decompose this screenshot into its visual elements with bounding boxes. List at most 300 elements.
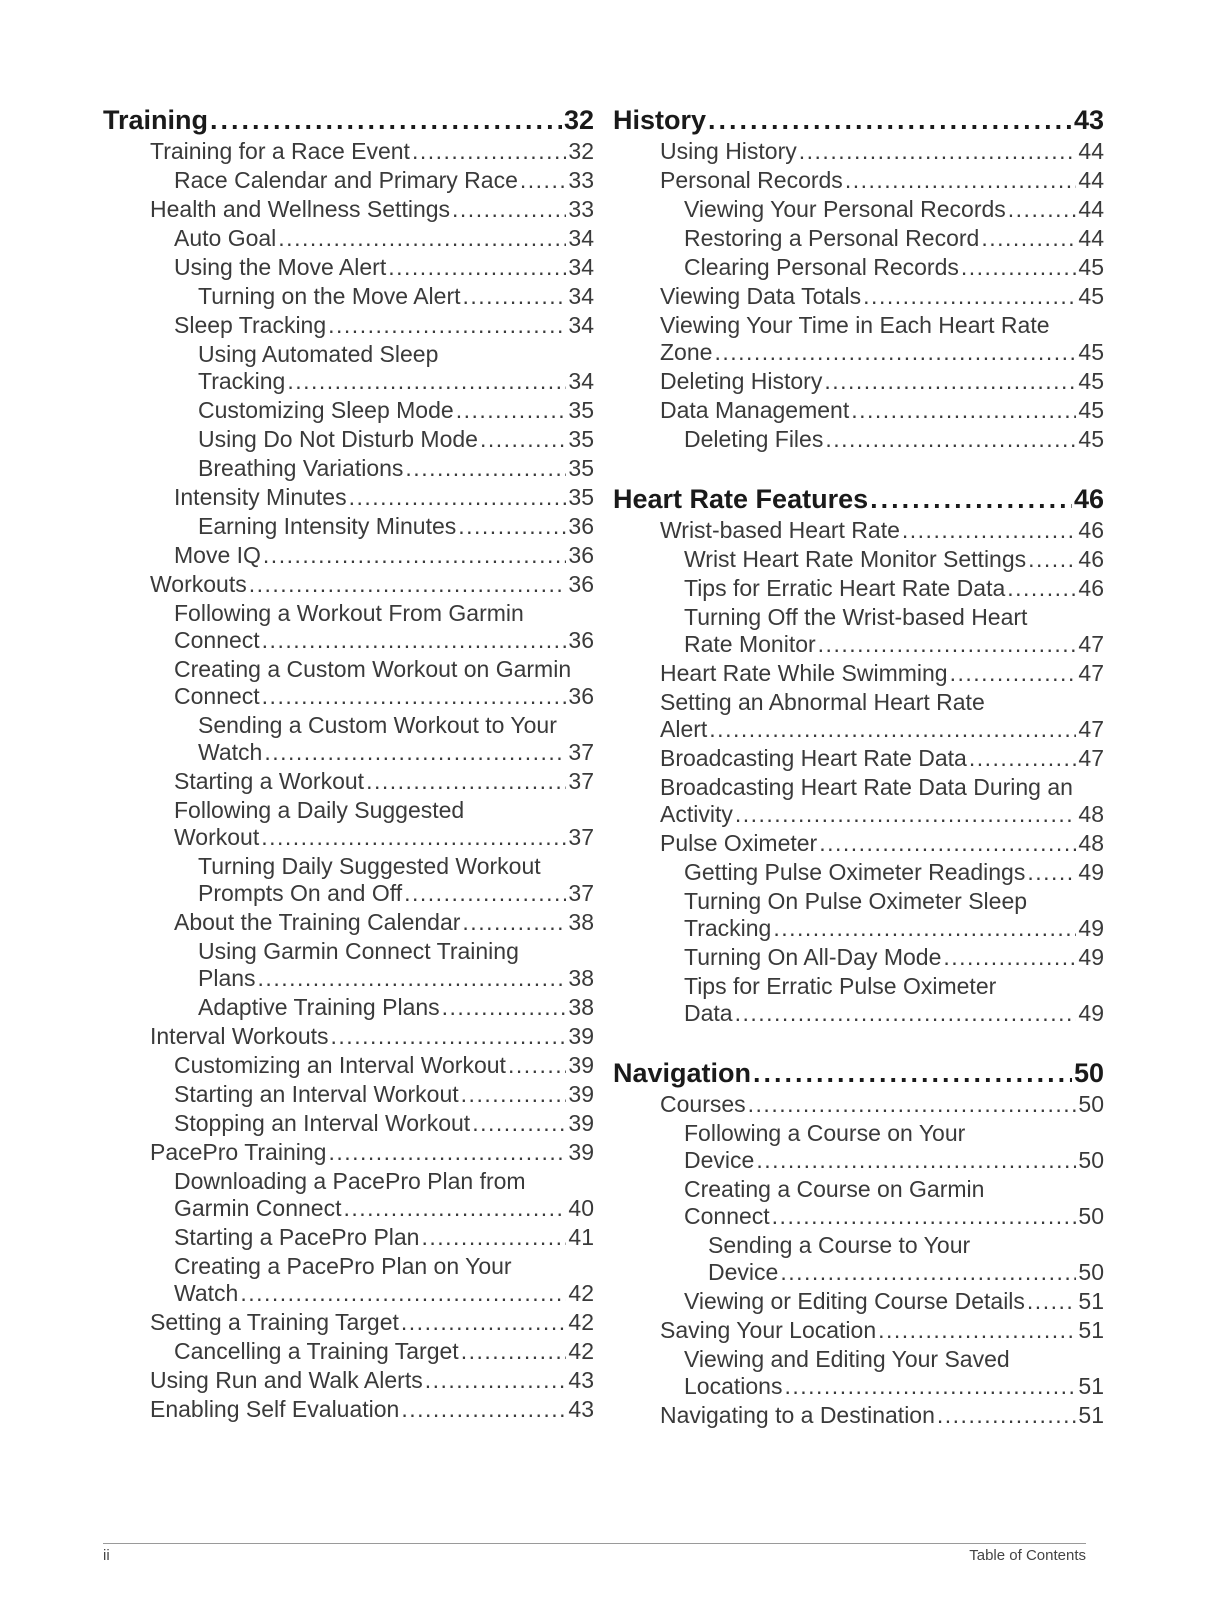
entry-page-number: 34	[568, 368, 594, 394]
toc-entry[interactable]	[103, 994, 594, 1021]
entry-text	[150, 1139, 594, 1166]
entry-title-line: Garmin Connect	[174, 1195, 342, 1221]
entry-page-number: 49	[1078, 1000, 1104, 1026]
entry-last-line	[174, 1338, 594, 1365]
entry-title-line: Pulse Oximeter	[660, 830, 818, 856]
entry-page-number: 48	[1078, 801, 1104, 827]
dot-leader	[773, 915, 1076, 942]
toc-entry[interactable]	[103, 712, 594, 766]
entry-title-line: Cancelling a Training Target	[174, 1338, 459, 1364]
entry-page-number: 45	[1078, 368, 1104, 394]
entry-title-line: Tips for Erratic Heart Rate Data	[684, 575, 1006, 601]
dot-leader	[878, 1317, 1076, 1344]
entry-text	[150, 1396, 594, 1423]
entry-title-line: Using Run and Walk Alerts	[150, 1367, 423, 1393]
entry-last-line	[198, 283, 594, 310]
entry-last-line	[150, 138, 594, 165]
dot-leader	[824, 368, 1076, 395]
toc-section	[103, 96, 594, 1423]
toc-column-left	[103, 96, 594, 1445]
dot-leader	[753, 1058, 1072, 1089]
entry-page-number: 35	[568, 455, 594, 481]
entry-text	[684, 225, 1104, 252]
entry-text	[660, 830, 1104, 857]
entry-page-number: 47	[1078, 716, 1104, 742]
toc-entry[interactable]	[103, 254, 594, 281]
entry-text	[174, 1110, 594, 1137]
entry-page-number: 36	[568, 513, 594, 539]
dot-leader	[240, 1280, 566, 1307]
entry-page-number: 47	[1078, 745, 1104, 771]
dot-leader	[262, 683, 567, 710]
toc-entry[interactable]	[613, 517, 1104, 544]
section-heading[interactable]	[613, 96, 1104, 136]
entry-page-number: 42	[568, 1309, 594, 1335]
entry-title-line: Setting an Abnormal Heart Rate	[660, 689, 985, 715]
toc-section	[613, 475, 1104, 1027]
entry-text	[684, 944, 1104, 971]
dot-leader	[902, 517, 1077, 544]
entry-text	[174, 1168, 594, 1222]
entry-last-line	[174, 484, 594, 511]
entry-title-line: Clearing Personal Records	[684, 254, 959, 280]
entry-page-number: 49	[1078, 944, 1104, 970]
dot-leader	[708, 105, 1072, 136]
entry-page-number: 46	[1078, 517, 1104, 543]
entry-last-line	[684, 915, 1104, 942]
toc-entry[interactable]	[103, 1023, 594, 1050]
dot-leader	[943, 944, 1076, 971]
entry-last-line	[174, 254, 594, 281]
entry-title-line: Device	[684, 1147, 755, 1173]
toc-entry[interactable]	[103, 484, 594, 511]
entry-title-line: Activity	[660, 801, 733, 827]
entry-text	[660, 774, 1104, 828]
entry-page-number: 35	[568, 397, 594, 423]
dot-leader	[714, 339, 1076, 366]
dot-leader	[425, 1367, 567, 1394]
entry-text	[174, 167, 594, 194]
entry-text	[684, 196, 1104, 223]
toc-entry[interactable]	[613, 225, 1104, 252]
entry-title-line: Courses	[660, 1091, 746, 1117]
dot-leader	[278, 225, 566, 252]
entry-title-line: Enabling Self Evaluation	[150, 1396, 400, 1422]
section-title: Heart Rate Features	[613, 484, 869, 514]
entry-title-line: Sending a Custom Workout to Your	[198, 712, 557, 738]
dot-leader	[210, 105, 562, 136]
toc-entry[interactable]	[613, 1091, 1104, 1118]
toc-entry[interactable]	[103, 656, 594, 710]
toc-entry[interactable]	[613, 604, 1104, 658]
entry-page-number: 36	[568, 542, 594, 568]
dot-leader	[458, 513, 566, 540]
entry-title-line: Zone	[660, 339, 713, 365]
entry-text	[174, 1338, 594, 1365]
entry-last-line	[660, 368, 1104, 395]
toc-entry[interactable]	[103, 1052, 594, 1079]
dot-leader	[735, 1000, 1077, 1027]
toc-entry[interactable]	[613, 426, 1104, 453]
toc-entry[interactable]	[103, 1367, 594, 1394]
dot-leader	[756, 1147, 1076, 1174]
entry-title-line: Device	[708, 1259, 779, 1285]
entry-page-number: 47	[1078, 631, 1104, 657]
toc-entry[interactable]	[103, 138, 594, 165]
toc-entry[interactable]	[103, 196, 594, 223]
entry-title-line: Using the Move Alert	[174, 254, 387, 280]
entry-text	[174, 542, 594, 569]
toc-entry[interactable]	[103, 513, 594, 540]
dot-leader	[261, 824, 566, 851]
entry-last-line	[150, 196, 594, 223]
entry-title-line: Locations	[684, 1373, 783, 1399]
entry-text	[660, 138, 1104, 165]
entry-title-line: Viewing Data Totals	[660, 283, 862, 309]
entry-title-line: Deleting History	[660, 368, 823, 394]
entry-title-line: Customizing an Interval Workout	[174, 1052, 506, 1078]
toc-entry[interactable]	[103, 455, 594, 482]
entry-title-line: Workouts	[150, 571, 247, 597]
entry-title-line: Turning Off the Wrist-based Heart	[684, 604, 1028, 630]
section-page-number: 46	[1073, 484, 1104, 514]
entry-last-line	[708, 1259, 1104, 1286]
entry-title-line: Tracking	[684, 915, 772, 941]
dot-leader	[401, 1396, 566, 1423]
entry-text	[150, 138, 594, 165]
entry-text	[174, 1224, 594, 1251]
entry-last-line	[198, 965, 594, 992]
toc-entry[interactable]	[613, 1288, 1104, 1315]
dot-leader	[263, 542, 566, 569]
toc-entry[interactable]	[613, 283, 1104, 310]
toc-entry[interactable]	[103, 341, 594, 395]
section-page-number: 43	[1073, 105, 1104, 135]
entry-page-number: 50	[1078, 1259, 1104, 1285]
toc-entry[interactable]	[613, 397, 1104, 424]
entry-page-number: 50	[1078, 1147, 1104, 1173]
entry-title-line: Wrist-based Heart Rate	[660, 517, 900, 543]
footer-title: Table of Contents	[969, 1547, 1086, 1564]
entry-last-line	[150, 571, 594, 598]
entry-title-line: Personal Records	[660, 167, 843, 193]
dot-leader	[249, 571, 567, 598]
entry-page-number: 36	[568, 571, 594, 597]
entry-page-number: 45	[1078, 254, 1104, 280]
entry-title-line: Following a Course on Your	[684, 1120, 966, 1146]
toc-entry[interactable]	[613, 138, 1104, 165]
entry-page-number: 49	[1078, 859, 1104, 885]
entry-title-line: About the Training Calendar	[174, 909, 461, 935]
entry-text	[684, 1176, 1104, 1230]
entry-title-line: Sleep Tracking	[174, 312, 327, 338]
dot-leader	[328, 1139, 566, 1166]
entry-last-line	[174, 312, 594, 339]
toc-entry[interactable]	[613, 745, 1104, 772]
dot-leader	[405, 455, 566, 482]
entry-page-number: 34	[568, 254, 594, 280]
entry-page-number: 44	[1078, 225, 1104, 251]
entry-title-line: Broadcasting Heart Rate Data During an	[660, 774, 1073, 800]
entry-last-line	[174, 824, 594, 851]
entry-text	[150, 571, 594, 598]
toc-entry[interactable]	[103, 1338, 594, 1365]
entry-title-line: Adaptive Training Plans	[198, 994, 440, 1020]
entry-page-number: 44	[1078, 167, 1104, 193]
entry-page-number: 38	[568, 909, 594, 935]
toc-entry[interactable]	[613, 660, 1104, 687]
entry-text	[684, 604, 1104, 658]
toc-entry[interactable]	[613, 1317, 1104, 1344]
entry-text	[198, 283, 594, 310]
entry-title-line: Viewing or Editing Course Details	[684, 1288, 1025, 1314]
entry-page-number: 39	[568, 1110, 594, 1136]
toc-entry[interactable]	[103, 312, 594, 339]
entry-title-line: Training for a Race Event	[150, 138, 410, 164]
entry-text	[150, 1309, 594, 1336]
entry-page-number: 51	[1078, 1402, 1104, 1428]
entry-page-number: 37	[568, 768, 594, 794]
dot-leader	[851, 397, 1076, 424]
entry-title-line: Restoring a Personal Record	[684, 225, 980, 251]
entry-text	[150, 1367, 594, 1394]
entry-last-line	[174, 225, 594, 252]
toc-entry[interactable]	[103, 1309, 594, 1336]
entry-last-line	[684, 1288, 1104, 1315]
toc-entry[interactable]	[103, 1110, 594, 1137]
entry-page-number: 39	[568, 1023, 594, 1049]
entry-page-number: 37	[568, 880, 594, 906]
toc-entry[interactable]	[613, 312, 1104, 366]
entry-text	[198, 397, 594, 424]
toc-entry[interactable]	[613, 888, 1104, 942]
dot-leader	[870, 484, 1072, 515]
dot-leader	[456, 397, 567, 424]
entry-title-line: Turning On Pulse Oximeter Sleep	[684, 888, 1028, 914]
dot-leader	[1007, 575, 1076, 602]
entry-text	[660, 689, 1104, 743]
entry-title-line: Customizing Sleep Mode	[198, 397, 454, 423]
entry-title-line: Following a Workout From Garmin	[174, 600, 524, 626]
dot-leader	[818, 631, 1077, 658]
entry-last-line	[174, 909, 594, 936]
entry-text	[198, 853, 594, 907]
toc-entry[interactable]	[613, 859, 1104, 886]
entry-text	[174, 484, 594, 511]
toc-entry[interactable]	[103, 542, 594, 569]
dot-leader	[1008, 196, 1077, 223]
entry-last-line	[174, 627, 594, 654]
entry-last-line	[150, 1367, 594, 1394]
toc-entry[interactable]	[613, 546, 1104, 573]
entry-page-number: 33	[568, 167, 594, 193]
dot-leader	[825, 426, 1076, 453]
toc-entry[interactable]	[613, 689, 1104, 743]
entry-last-line	[684, 631, 1104, 658]
dot-leader	[264, 739, 566, 766]
toc-entry[interactable]	[103, 1396, 594, 1423]
entry-page-number: 41	[568, 1224, 594, 1250]
entry-last-line	[684, 1147, 1104, 1174]
toc-entry[interactable]	[613, 368, 1104, 395]
entry-page-number: 37	[568, 739, 594, 765]
toc-entry[interactable]	[103, 397, 594, 424]
entry-title-line: Connect	[684, 1203, 770, 1229]
toc-entry[interactable]	[613, 1402, 1104, 1429]
entry-page-number: 45	[1078, 397, 1104, 423]
entry-page-number: 34	[568, 225, 594, 251]
dot-leader	[950, 660, 1077, 687]
toc-entry[interactable]	[103, 938, 594, 992]
entry-title-line: Heart Rate While Swimming	[660, 660, 948, 686]
dot-leader	[388, 254, 566, 281]
entry-last-line	[150, 1023, 594, 1050]
entry-title-line: Rate Monitor	[684, 631, 816, 657]
entry-last-line	[660, 830, 1104, 857]
section-heading[interactable]	[103, 96, 594, 136]
entry-title-line: Watch	[174, 1280, 239, 1306]
footer-page-number: ii	[103, 1547, 110, 1564]
entry-last-line	[660, 517, 1104, 544]
toc-entry[interactable]	[103, 600, 594, 654]
dot-leader	[343, 1195, 566, 1222]
toc-entry[interactable]	[613, 830, 1104, 857]
entry-text	[660, 660, 1104, 687]
toc-entry[interactable]	[613, 1176, 1104, 1230]
toc-entry[interactable]	[103, 853, 594, 907]
entry-title-line: PacePro Training	[150, 1139, 327, 1165]
toc-entry[interactable]	[613, 575, 1104, 602]
entry-title-line: Move IQ	[174, 542, 261, 568]
entry-title-line: Creating a Custom Workout on Garmin	[174, 656, 572, 682]
entry-text	[198, 938, 594, 992]
entry-last-line	[198, 368, 594, 395]
entry-last-line	[684, 575, 1104, 602]
entry-last-line	[174, 167, 594, 194]
entry-title-line: Watch	[198, 739, 263, 765]
entry-title-line: Saving Your Location	[660, 1317, 877, 1343]
toc-entry[interactable]	[103, 283, 594, 310]
entry-text	[150, 196, 594, 223]
entry-last-line	[174, 542, 594, 569]
entry-page-number: 39	[568, 1139, 594, 1165]
entry-page-number: 34	[568, 312, 594, 338]
toc-entry[interactable]	[613, 167, 1104, 194]
toc-entry[interactable]	[613, 774, 1104, 828]
section-heading[interactable]	[613, 475, 1104, 515]
toc-column-right	[613, 96, 1104, 1451]
entry-text	[684, 546, 1104, 573]
entry-title-line: Downloading a PacePro Plan from	[174, 1168, 526, 1194]
entry-page-number: 51	[1078, 1373, 1104, 1399]
toc-section	[613, 96, 1104, 453]
dot-leader	[961, 254, 1077, 281]
toc-entry[interactable]	[103, 1253, 594, 1307]
entry-text	[660, 745, 1104, 772]
entry-last-line	[684, 1000, 1104, 1027]
toc-entry[interactable]	[613, 944, 1104, 971]
dot-leader	[480, 426, 566, 453]
toc-entry[interactable]	[613, 196, 1104, 223]
entry-last-line	[150, 1139, 594, 1166]
entry-title-line: Using Automated Sleep	[198, 341, 439, 367]
dot-leader	[937, 1402, 1077, 1429]
entry-title-line: Prompts On and Off	[198, 880, 403, 906]
dot-leader	[366, 768, 566, 795]
entry-text	[660, 368, 1104, 395]
toc-entry[interactable]	[613, 973, 1104, 1027]
toc-entry[interactable]	[613, 1232, 1104, 1286]
footer-divider	[103, 1543, 1086, 1544]
entry-last-line	[174, 1110, 594, 1137]
entry-text	[198, 513, 594, 540]
entry-title-line: Alert	[660, 716, 708, 742]
entry-title-line: Wrist Heart Rate Monitor Settings	[684, 546, 1027, 572]
entry-title-line: Data Management	[660, 397, 850, 423]
toc-entry[interactable]	[103, 1081, 594, 1108]
section-heading[interactable]	[613, 1049, 1104, 1089]
entry-last-line	[660, 167, 1104, 194]
entry-text	[174, 1052, 594, 1079]
entry-last-line	[684, 944, 1104, 971]
entry-title-line: Following a Daily Suggested	[174, 797, 465, 823]
entry-last-line	[684, 426, 1104, 453]
dot-leader	[287, 368, 566, 395]
toc-entry[interactable]	[103, 225, 594, 252]
entry-page-number: 35	[568, 484, 594, 510]
entry-text	[660, 1317, 1104, 1344]
toc-entry[interactable]	[103, 768, 594, 795]
toc-entry[interactable]	[103, 1224, 594, 1251]
toc-entry[interactable]	[613, 254, 1104, 281]
toc-entry[interactable]	[613, 1120, 1104, 1174]
entry-title-line: Creating a PacePro Plan on Your	[174, 1253, 512, 1279]
entry-title-line: Using Do Not Disturb Mode	[198, 426, 478, 452]
entry-last-line	[660, 283, 1104, 310]
entry-title-line: Creating a Course on Garmin	[684, 1176, 985, 1202]
toc-entry[interactable]	[103, 909, 594, 936]
entry-last-line	[174, 1195, 594, 1222]
dot-leader	[412, 138, 566, 165]
toc-entry[interactable]	[103, 167, 594, 194]
entry-title-line: Sending a Course to Your	[708, 1232, 971, 1258]
toc-entry[interactable]	[103, 426, 594, 453]
entry-page-number: 42	[568, 1338, 594, 1364]
entry-page-number: 36	[568, 627, 594, 653]
toc-entry[interactable]	[103, 1139, 594, 1166]
entry-title-line: Starting a PacePro Plan	[174, 1224, 420, 1250]
entry-title-line: Starting a Workout	[174, 768, 365, 794]
entry-text	[198, 426, 594, 453]
dot-leader	[981, 225, 1076, 252]
entry-last-line	[150, 1396, 594, 1423]
toc-entry[interactable]	[613, 1346, 1104, 1400]
toc-entry[interactable]	[103, 1168, 594, 1222]
entry-text	[198, 341, 594, 395]
entry-text	[684, 1346, 1104, 1400]
entry-last-line	[660, 397, 1104, 424]
entry-text	[684, 575, 1104, 602]
entry-last-line	[198, 880, 594, 907]
entry-title-line: Plans	[198, 965, 256, 991]
toc-entry[interactable]	[103, 797, 594, 851]
entry-title-line: Data	[684, 1000, 733, 1026]
entry-title-line: Broadcasting Heart Rate Data	[660, 745, 967, 771]
entry-last-line	[660, 138, 1104, 165]
entry-text	[660, 397, 1104, 424]
toc-entry[interactable]	[103, 571, 594, 598]
entry-last-line	[660, 745, 1104, 772]
